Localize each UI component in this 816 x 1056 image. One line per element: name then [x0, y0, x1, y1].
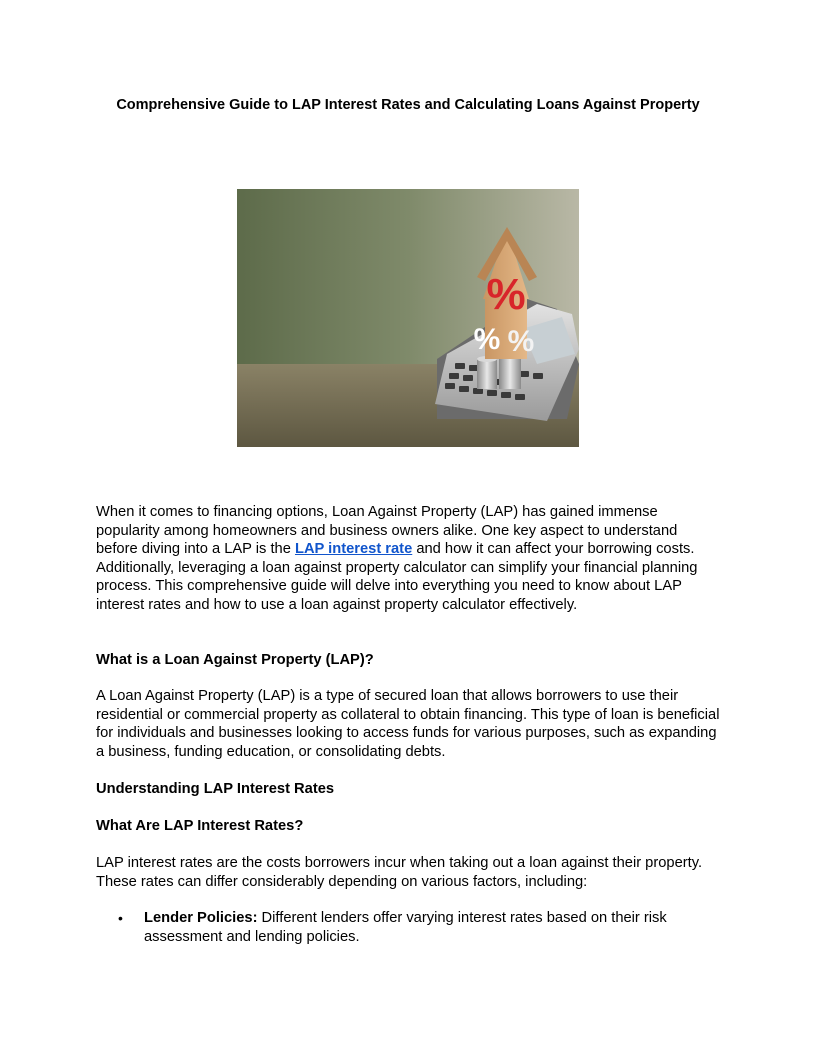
factors-list	[96, 909, 720, 946]
svg-text:%: %	[507, 325, 535, 358]
section-body-what-are-rates: LAP interest rates are the costs borrowers incur when taking out a loan against their property. These rates can differ considerably depending on various factors, including:	[96, 855, 703, 890]
section-heading-what-are-rates: What Are LAP Interest Rates?	[96, 818, 304, 834]
lap-interest-rate-link[interactable]: LAP interest rate	[294, 541, 413, 557]
list-item	[96, 909, 720, 946]
intro-text-after-link: and how it can affect your borrowing costs. Additionally, leveraging a loan against property calculator can simplify your financial planning process. This comprehensive guide will delve into everything you need to know about LAP interest rates and how to use a loan against property calculator effectively.	[96, 541, 698, 613]
intro-paragraph	[96, 503, 720, 614]
list-item-text: Different lenders offer varying interest rates based on their risk assessment and lending policies.	[144, 910, 667, 945]
svg-text:%: %	[486, 270, 526, 319]
section-heading-what-is-lap: What is a Loan Against Property (LAP)?	[96, 652, 374, 668]
list-item-label: Lender Policies:	[144, 910, 258, 926]
house-percent-calculator-image	[237, 189, 579, 447]
intro-text-before-link: When it comes to financing options, Loan Against Property (LAP) has gained immense popularity among homeowners and business owners alike. One key aspect to understand before diving into a LAP is the	[96, 504, 678, 557]
svg-text:%: %	[473, 323, 501, 356]
bullet-marker: •	[118, 910, 123, 926]
document-title: Comprehensive Guide to LAP Interest Rates and Calculating Loans Against Property	[116, 97, 700, 113]
section-heading-understanding-rates: Understanding LAP Interest Rates	[96, 781, 335, 797]
section-body-what-is-lap: A Loan Against Property (LAP) is a type of secured loan that allows borrowers to use their residential or commercial property as collateral to obtain financing. This type of loan is beneficial for individuals and businesses looking to access funds for various purposes, such as expanding a business, funding education, or consolidating debts.	[96, 688, 720, 760]
